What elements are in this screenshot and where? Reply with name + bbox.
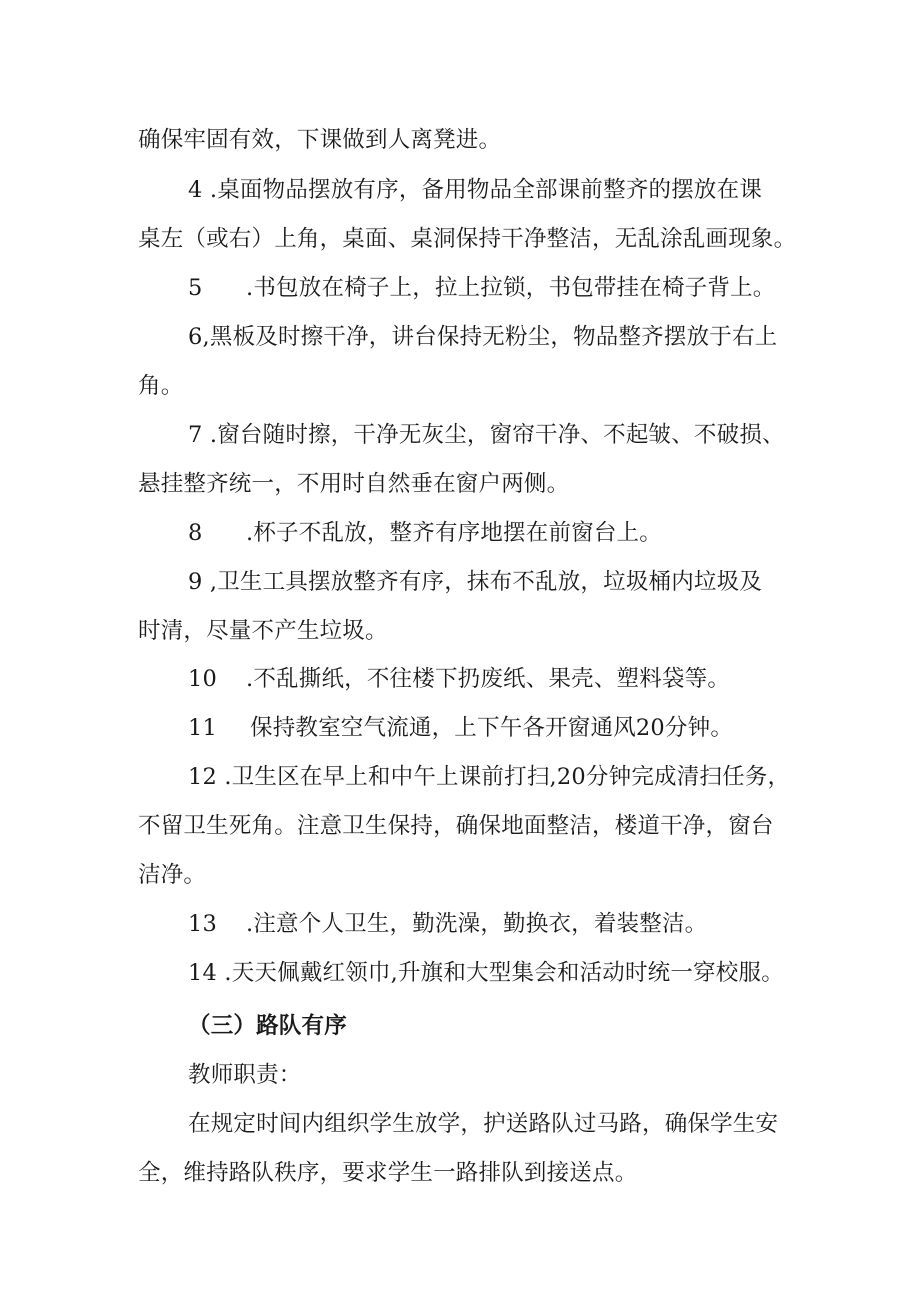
teacher-duties-line-2: 全，维持路队秩序，要求学生一路排队到接送点。 [138, 1160, 638, 1186]
item-13 [188, 909, 707, 939]
item-6-line-2: 角。 [138, 373, 184, 399]
item-number: 13 [188, 911, 218, 937]
subheading-teacher-duties: 教师职责： [188, 1062, 302, 1088]
item-number: 5 [188, 275, 203, 301]
item-11 [188, 713, 733, 743]
item-text: .不乱撕纸，不往楼下扔废纸、果壳、塑料袋等。 [246, 666, 731, 692]
item-number: 11 [188, 715, 218, 741]
item-text: 保持教室空气流通，上下午各开窗通风20分钟。 [250, 715, 734, 741]
item-7-line-2: 悬挂整齐统一，不用时自然垂在窗户两侧。 [138, 471, 570, 497]
item-5 [188, 273, 775, 303]
item-4-line-1: 4 .桌面物品摆放有序，备用物品全部课前整齐的摆放在课 [188, 177, 763, 203]
item-12-line-1: 12 .卫生区在早上和中午上课前打扫,20分钟完成清扫任务， [188, 764, 791, 790]
item-text: .注意个人卫生，勤洗澡，勤换衣，着装整洁。 [246, 911, 708, 937]
item-4-line-2: 桌左（或右）上角，桌面、桌洞保持干净整洁，无乱涂乱画现象。 [138, 226, 797, 252]
item-12-line-2: 不留卫生死角。注意卫生保持，确保地面整洁，楼道干净，窗台 [138, 813, 774, 839]
item-number: 8 [188, 520, 203, 546]
item-7-line-1: 7 .窗台随时擦，干净无灰尘，窗帘干净、不起皱、不破损、 [188, 422, 785, 448]
item-6-line-1: 6,黑板及时擦干净，讲台保持无粉尘，物品整齐摆放于右上 [188, 324, 778, 350]
section-heading: （三）路队有序 [188, 1013, 347, 1039]
paragraph-3-continuation: 确保牢固有效，下课做到人离凳进。 [138, 127, 502, 153]
item-9-line-2: 时清，尽量不产生垃圾。 [138, 618, 388, 644]
item-8 [188, 518, 662, 548]
teacher-duties-line-1: 在规定时间内组织学生放学，护送路队过马路，确保学生安 [188, 1111, 779, 1137]
item-14: 14 .天天佩戴红领巾,升旗和大型集会和活动时统一穿校服。 [188, 960, 784, 986]
item-10 [188, 664, 730, 694]
item-text: .杯子不乱放，整齐有序地摆在前窗台上。 [246, 520, 662, 546]
item-text: .书包放在椅子上，拉上拉锁，书包带挂在椅子背上。 [246, 275, 776, 301]
item-12-line-3: 洁净。 [138, 862, 207, 888]
item-9-line-1: 9 ,卫生工具摆放整齐有序，抹布不乱放，垃圾桶内垃圾及 [188, 569, 763, 595]
item-number: 10 [188, 666, 218, 692]
